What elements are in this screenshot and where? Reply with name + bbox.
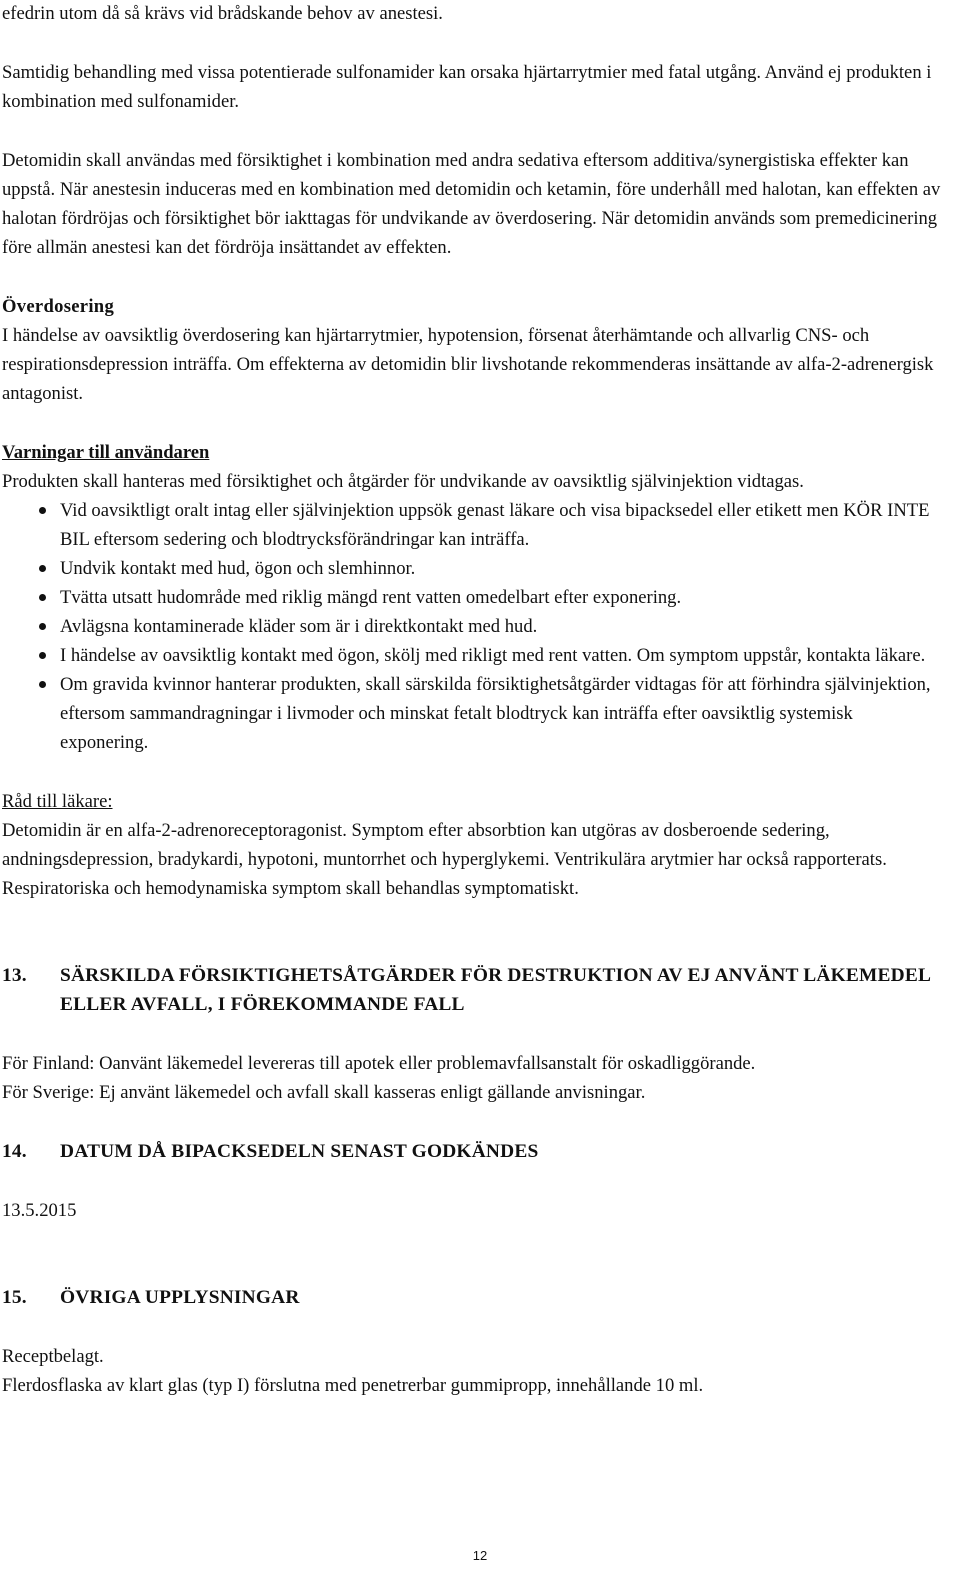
list-item-text: Tvätta utsatt hudområde med riklig mängd rent vatten omedelbart efter exponering. [60, 587, 682, 608]
list-item [2, 583, 942, 612]
user-warnings-section [2, 438, 942, 757]
bullet-icon [39, 652, 46, 659]
list-item [2, 496, 942, 554]
list-item [2, 554, 942, 583]
overdose-heading: Överdosering [2, 296, 115, 317]
doctor-advice-section [2, 787, 942, 903]
user-warnings-text: Produkten skall hanteras med försiktighet och åtgärder för undvikande av oavsiktlig självinjektion vidtagas. [2, 471, 804, 492]
bullet-icon [39, 681, 46, 688]
intro-paragraph-1: efedrin utom då så krävs vid brådskande behov av anestesi. [2, 3, 443, 24]
doctor-advice-text: Detomidin är en alfa-2-adrenoreceptoragonist. Symptom efter absorbtion kan utgöras av dosberoende sedering, andningsdepression, bradykardi, hypotoni, muntorrhet och hyperglykemi. Ventrikulära arytmier har också rapporterats. Respiratoriska och hemodynamiska symptom skall behandlas symptomatiskt. [2, 820, 887, 899]
section-14-heading [2, 1137, 942, 1166]
list-item [2, 670, 942, 757]
list-item [2, 641, 942, 670]
section-13-finland-text: För Finland: Oanvänt läkemedel levereras till apotek eller problemavfallsanstalt för oskadliggörande. [2, 1053, 756, 1074]
section-15-title: ÖVRIGA UPPLYSNINGAR [60, 1287, 300, 1308]
list-item-text: Om gravida kvinnor hanterar produkten, skall särskilda försiktighetsåtgärder vidtagas för att förhindra självinjektion, eftersom sammandragningar i livmoder och minskat fetalt blodtryck kan inträffa efter oavsiktlig systemisk exponering. [60, 674, 931, 753]
section-14-number: 14. [2, 1141, 27, 1162]
list-item-text: Avlägsna kontaminerade kläder som är i direktkontakt med hud. [60, 616, 538, 637]
section-13-heading [2, 961, 942, 1019]
intro-paragraph-3: Detomidin skall användas med försiktighet i kombination med andra sedativa eftersom additiva/synergistiska effekter kan uppstå. När anestesin induceras med en kombination med detomidin och ketamin, före underhåll med halotan, kan effekten av halotan fördröjas och försiktighet bör iakttagas för undvikande av överdosering. När detomidin används som premedicinering före allmän anestesi kan det fördröja insättandet av effekten. [2, 150, 941, 258]
overdose-section [2, 292, 942, 408]
bullet-icon [39, 565, 46, 572]
section-13-sweden-text: För Sverige: Ej använt läkemedel och avfall skall kasseras enligt gällande anvisningar. [2, 1082, 646, 1103]
section-13-number: 13. [2, 965, 27, 986]
section-15-number: 15. [2, 1287, 27, 1308]
list-item [2, 612, 942, 641]
list-item-text: I händelse av oavsiktlig kontakt med ögon, skölj med rikligt med rent vatten. Om symptom uppstår, kontakta läkare. [60, 645, 926, 666]
user-warnings-heading: Varningar till användaren [2, 442, 210, 463]
section-15-heading [2, 1283, 942, 1312]
page-number: 12 [472, 1548, 488, 1563]
overdose-text: I händelse av oavsiktlig överdosering kan hjärtarrytmier, hypotension, försenat återhämtande och allvarlig CNS- och respirationsdepression inträffa. Om effekterna av detomidin blir livshotande rekommenderas insättande av alfa-2-adrenergisk antagonist. [2, 325, 934, 404]
section-15-line-2: Flerdosflaska av klart glas (typ I) förslutna med penetrerbar gummipropp, innehållande 10 ml. [2, 1375, 704, 1396]
user-warnings-list [2, 496, 942, 757]
list-item-text: Undvik kontakt med hud, ögon och slemhinnor. [60, 558, 416, 579]
intro-paragraph-2: Samtidig behandling med vissa potentierade sulfonamider kan orsaka hjärtarrytmier med fatal utgång. Använd ej produkten i kombination med sulfonamider. [2, 62, 932, 112]
doctor-advice-heading: Råd till läkare: [2, 791, 113, 812]
section-13-title: SÄRSKILDA FÖRSIKTIGHETSÅTGÄRDER FÖR DESTRUKTION AV EJ ANVÄNT LÄKEMEDEL ELLER AVFALL, I FÖREKOMMANDE FALL [60, 965, 931, 1015]
section-14-title: DATUM DÅ BIPACKSEDELN SENAST GODKÄNDES [60, 1141, 539, 1162]
list-item-text: Vid oavsiktligt oralt intag eller självinjektion uppsök genast läkare och visa bipacksedel eller etikett men KÖR INTE BIL eftersom sedering och blodtrycksförändringar kan inträffa. [60, 500, 930, 550]
section-14-date: 13.5.2015 [2, 1200, 77, 1221]
section-15-line-1: Receptbelagt. [2, 1346, 104, 1367]
bullet-icon [39, 594, 46, 601]
bullet-icon [39, 623, 46, 630]
bullet-icon [39, 507, 46, 514]
